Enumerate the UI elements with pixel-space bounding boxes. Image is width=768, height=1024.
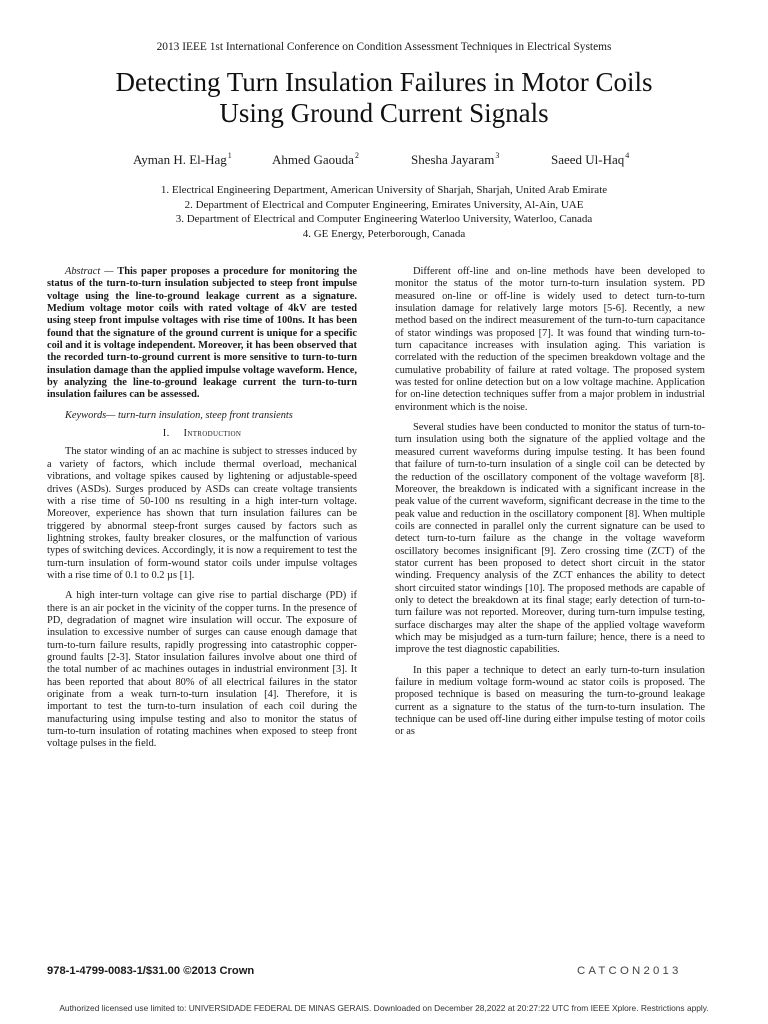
author-1 bbox=[133, 151, 232, 168]
author-3 bbox=[411, 151, 499, 168]
author-affil-mark: 4 bbox=[625, 151, 630, 160]
right-column bbox=[395, 266, 705, 747]
abstract-text: This paper proposes a procedure for monitoring the status of the turn-to-turn insulation subjected to steep front impulse voltage using the line-to-ground leakage current as a signature. Medium voltage motor coils with rated voltage of 4kV are tested using steep front impulse voltages with rise time of 100ns. It has been found that the signature of the ground current is unique for a specific coil and it is voltage independent. Moreover, it has been observed that the recorded turn-to-ground current is more sensitive to turn-to-turn insulation damage than the applied impulse voltage waveform. Hence, by analyzing the line-to-ground leakage current the turn-to-turn insulation failures can be assessed. bbox=[47, 266, 357, 401]
license-notice: Authorized licensed use limited to: UNIVERSIDADE FEDERAL DE MINAS GERAIS. Downloaded on December 28,2022 at 20:27:22 UTC from IEEE Xplore. Restrictions apply. bbox=[59, 1003, 709, 1013]
affiliation-3: 3. Department of Electrical and Computer Engineering Waterloo University, Waterloo, Canada bbox=[175, 213, 593, 226]
conference-header: 2013 IEEE 1st International Conference on Condition Assessment Techniques in Electrical Systems bbox=[156, 41, 612, 53]
author-affil-mark: 1 bbox=[227, 151, 232, 160]
section-heading-introduction bbox=[47, 428, 357, 440]
intro-paragraph-2: A high inter-turn voltage can give rise to partial discharge (PD) if there is an air pocket in the vicinity of the copper turns. In the presence of PD, degradation of magnet wire insulation will occur. The exposure of insulation to excessive number of surges can cause enough damage that turn-to-turn failure results, rapidly progressing into catastrophic copper-ground faults [2-3]. Stator insulation failures involve about one third of the total number of ac machines outages in industrial environment [3]. It has been reported that about 80% of all electrical failures in the stator originate from a weak turn-to-turn insulation [4]. Therefore, it is important to test the turn-to-turn insulation of each coil during the manufacturing using impulse testing and also to monitor the status of turn-to-turn insulation of rotating machines when exposed to steep front voltage pulses in the field. bbox=[47, 590, 357, 750]
author-2 bbox=[272, 151, 359, 168]
intro-paragraph-1: The stator winding of an ac machine is subject to stresses induced by a variety of factors, which include thermal overload, mechanical vibrations, and voltage spikes caused by lightening or adjustable-speed drives (ASDs). Surges produced by ASDs can create voltage transients with a rise time of 50-100 ns resulting in a high inter-turn voltage. Moreover, experience has shown that turn insulation failures can be triggered by abnormal steep-front surges caused by factors such as lightning strokes, faulty breaker closures, or the malfunction of various types of switching devices. Accordingly, it is now a requirement to test the turn-turn insulation of form-wound stator coils under impulse voltages with a rise time of 0.1 to 0.2 µs [1]. bbox=[47, 446, 357, 581]
author-affil-mark: 2 bbox=[354, 151, 359, 160]
affiliation-1: 1. Electrical Engineering Department, American University of Sharjah, Sharjah, United Arab Emirate bbox=[160, 184, 608, 196]
author-list bbox=[0, 151, 768, 171]
author-name: Shesha Jayaram bbox=[411, 152, 495, 167]
title-line-2: Using Ground Current Signals bbox=[219, 98, 549, 128]
keywords: Keywords— turn-turn insulation, steep front transients bbox=[65, 409, 293, 421]
intro-paragraph-4: Several studies have been conducted to monitor the status of turn-to-turn insulation using both the signature of the applied voltage and the measured current waveforms during impulse testing. It has been found that failure of turn-to-turn insulation of a single coil can be detected by the reduction of the oscillatory component of the voltage waveform [8]. Moreover, the breakdown is indicated with a significant increase in the peak value of the current waveform, significant decrease in the time to the peak value and reduction in the oscillatory component [8]. When multiple coils are connected in parallel only the current signature can be used to detect turn-to-turn failure as the change in the voltage waveform oscillatory becomes insignificant [9]. Zero crossing time (ZCT) of the stator current has been proposed to detect short circuit in the stator winding. Frequency analysis of the ZCT enhances the ability to detect short circuited stator windings [10]. The proposed methods are capable of only to detect the breakdown at its final stage; early detection of turn-to-turn failure was not reported. Moreover, during turn-turn impulse testing, surface discharges may alter the shape of the applied voltage waveform which may be misjudged as a turn-turn failure; hence, there is a need to improve the test diagnostic capabilities. bbox=[395, 422, 705, 656]
affiliation-4: 4. GE Energy, Peterborough, Canada bbox=[302, 227, 466, 240]
left-column bbox=[47, 266, 357, 759]
author-name: Saeed Ul-Haq bbox=[551, 152, 625, 167]
catcon-footer: CATCON2013 bbox=[577, 965, 682, 977]
author-name: Ayman H. El-Hag bbox=[133, 152, 227, 167]
affiliation-2: 2. Department of Electrical and Computer Engineering, Emirates University, Al-Ain, UAE bbox=[184, 198, 584, 211]
author-name: Ahmed Gaouda bbox=[272, 152, 354, 167]
title-line-1: Detecting Turn Insulation Failures in Motor Coils bbox=[115, 67, 653, 97]
intro-paragraph-5: In this paper a technique to detect an early turn-to-turn insulation failure in medium voltage form-wound ac stator coils is proposed. The proposed technique is based on measuring the turn-to-ground leakage current as a signature to the status of the turn-to-turn insulation. The technique can be used off-line during either impulse testing of motor coils or as bbox=[395, 664, 705, 738]
abstract-label: Abstract — bbox=[65, 266, 114, 277]
paper-title bbox=[40, 67, 728, 129]
abstract bbox=[47, 266, 357, 402]
section-title: Introduction bbox=[183, 428, 242, 440]
author-affil-mark: 3 bbox=[495, 151, 500, 160]
section-number: I. bbox=[162, 428, 170, 440]
intro-paragraph-3: Different off-line and on-line methods have been developed to monitor the status of the motor turn-to-turn insulation system. PD measured on-line or off-line is widely used to detect turn-to-turn insulation damage for relatively large motors [5-6]. Recently, a new method based on the indirect measurement of the turn-to-turn capacitance of stator windings was proposed [7]. It was found that winding turn-to-turn capacitance increases with insulation aging. This variation is correlated with the reduction of the specimen breakdown voltage and the cumulative probability of failure at rated voltage. The proposed system was tested for online detection but on a low voltage machine. Application for on-line detection techniques suffer from a major problem in industrial environment which is the noise. bbox=[395, 266, 705, 413]
author-4 bbox=[551, 151, 629, 168]
affiliation-list bbox=[0, 183, 768, 241]
isbn-footer: 978-1-4799-0083-1/$31.00 ©2013 Crown bbox=[47, 965, 255, 977]
